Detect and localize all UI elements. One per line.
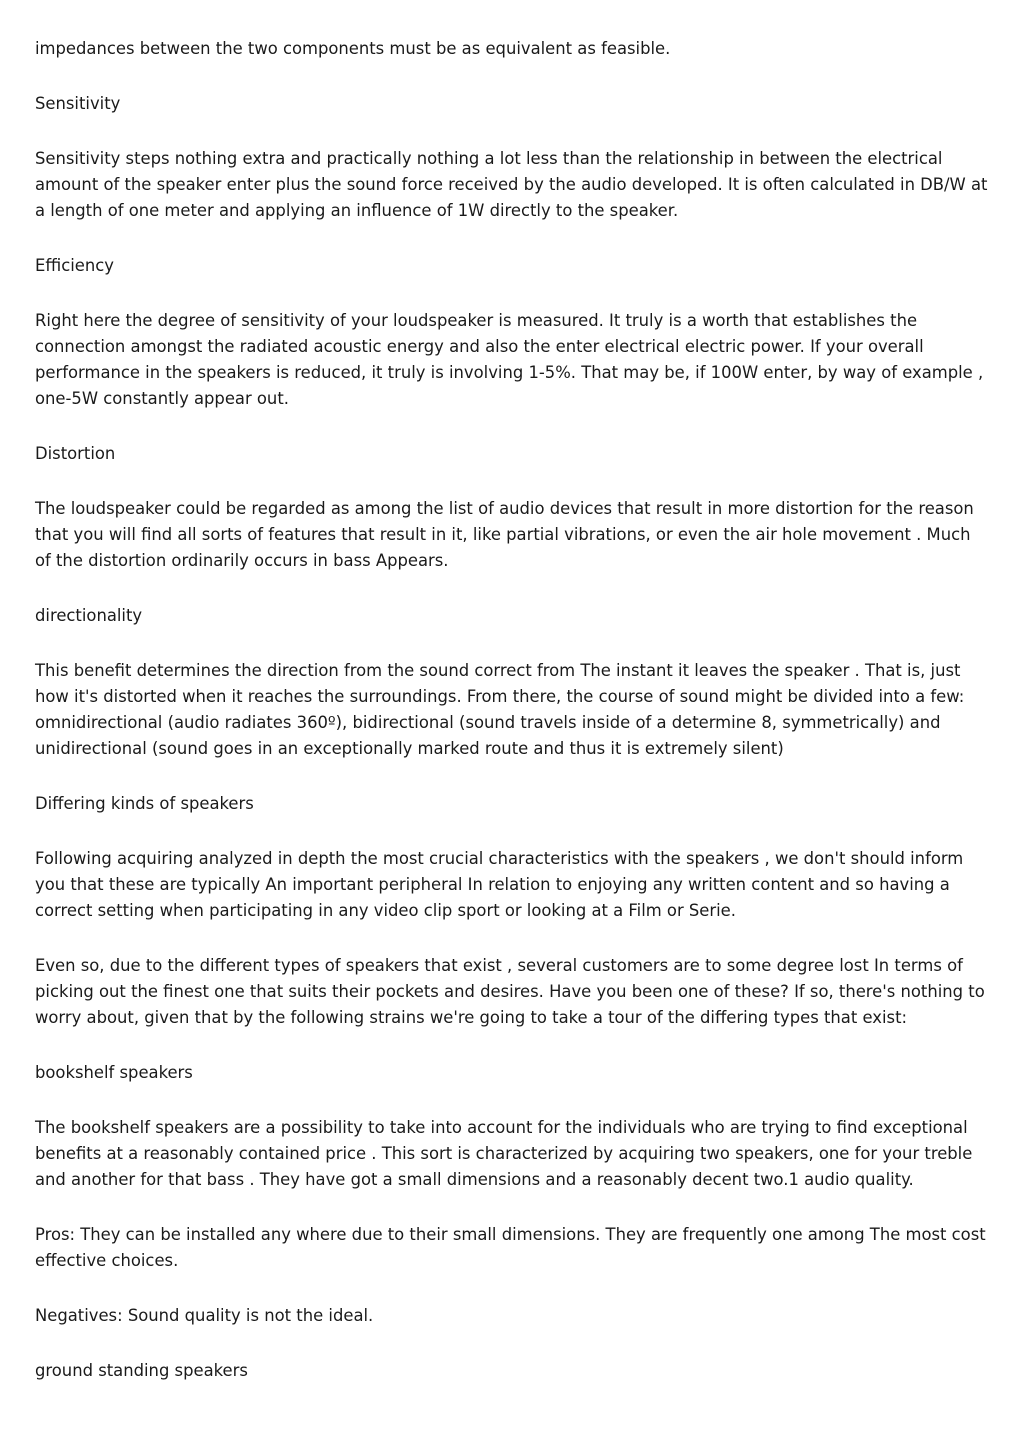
paragraph-bookshelf-speakers: The bookshelf speakers are a possibility to take into account for the individuals who are trying to find exceptional benefits at a reasonably contained price . This sort is characterized by acquiring two speakers, one for your treble and another for that bass . They have got a small dimensions and a reasonably decent two.1 audio quality. xyxy=(35,1118,973,1189)
heading-distortion: Distortion xyxy=(35,444,116,463)
paragraph-distortion: The loudspeaker could be regarded as among the list of audio devices that result in more distortion for the reason that you will find all sorts of features that result in it, like partial vibrations, or even the air hole movement . Much of the distortion ordinarily occurs in bass Appears. xyxy=(35,499,974,570)
paragraph-speaker-kinds-intro: Following acquiring analyzed in depth the most crucial characteristics with the speakers , we don't should inform you that these are typically An important peripheral In relation to enjoying any written content and so having a correct setting when participating in any video clip sport or looking at a Film or Serie. xyxy=(35,849,964,920)
heading-efficiency: Efficiency xyxy=(35,256,114,275)
heading-sensitivity: Sensitivity xyxy=(35,94,121,113)
paragraph-speaker-kinds-tour: Even so, due to the different types of speakers that exist , several customers are to some degree lost In terms of picking out the finest one that suits their pockets and desires. Have you been one of these? If so, there's nothing to worry about, given that by the following strains we're going to take a tour of the differing types that exist: xyxy=(35,956,985,1027)
paragraph-impedance: impedances between the two components must be as equivalent as feasible. xyxy=(35,39,671,58)
document-body xyxy=(35,36,990,1413)
heading-speaker-kinds: Differing kinds of speakers xyxy=(35,794,254,813)
heading-ground-standing-speakers: ground standing speakers xyxy=(35,1361,248,1380)
heading-directionality: directionality xyxy=(35,606,143,625)
paragraph-efficiency: Right here the degree of sensitivity of your loudspeaker is measured. It truly is a worth that establishes the connection amongst the radiated acoustic energy and also the enter electrical electric power. If your overall performance in the speakers is reduced, it truly is involving 1-5%. That may be, if 100W enter, by way of example , one-5W constantly appear out. xyxy=(35,311,984,408)
paragraph-negatives: Negatives: Sound quality is not the ideal. xyxy=(35,1306,374,1325)
paragraph-directionality: This benefit determines the direction from the sound correct from The instant it leaves the speaker . That is, just how it's distorted when it reaches the surroundings. From there, the course of sound might be divided into a few: omnidirectional (audio radiates 360º), bidirectional (sound travels inside of a determine 8, symmetrically) and unidirectional (sound goes in an exceptionally marked route and thus it is extremely silent) xyxy=(35,661,965,758)
heading-bookshelf-speakers: bookshelf speakers xyxy=(35,1063,193,1082)
paragraph-sensitivity: Sensitivity steps nothing extra and practically nothing a lot less than the relationship in between the electrical amount of the speaker enter plus the sound force received by the audio developed. It is often calculated in DB/W at a length of one meter and applying an influence of 1W directly to the speaker. xyxy=(35,149,988,220)
paragraph-pros: Pros: They can be installed any where due to their small dimensions. They are frequently one among The most cost effective choices. xyxy=(35,1225,986,1270)
